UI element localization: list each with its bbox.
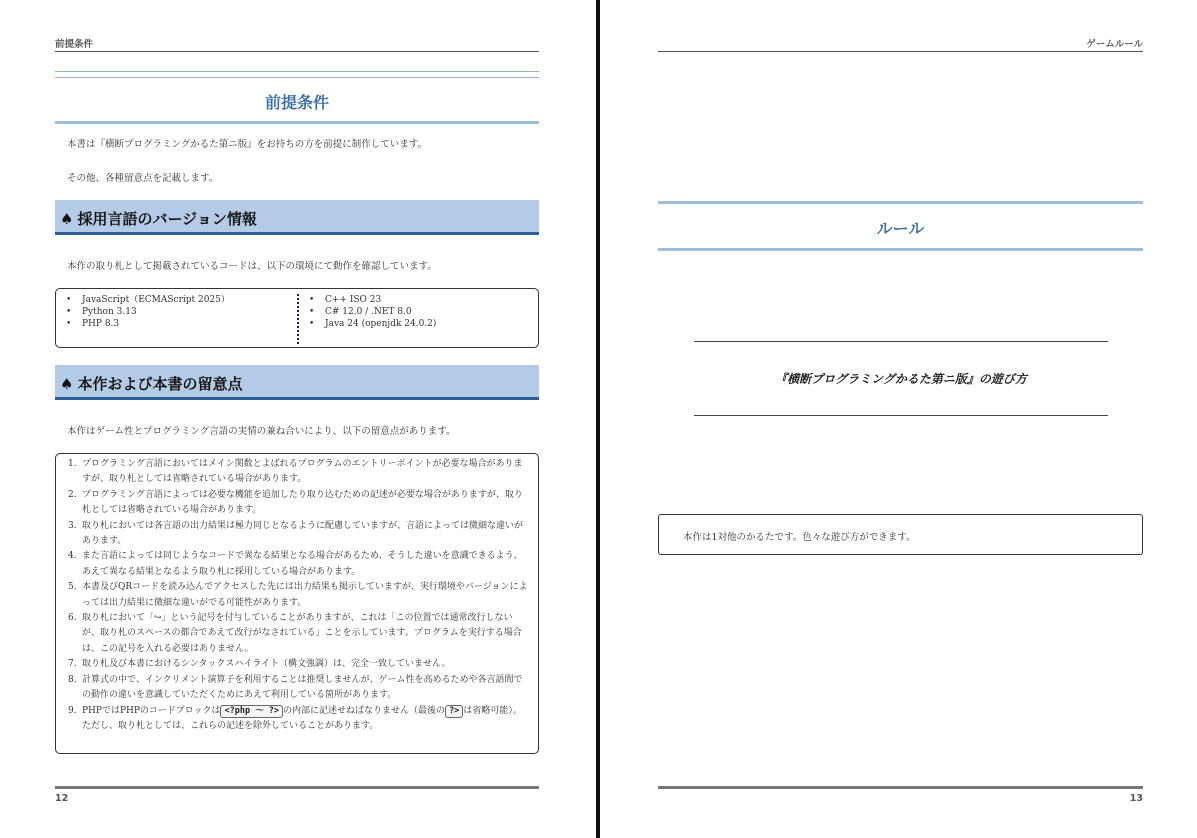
list-item	[56, 549, 530, 580]
subtitle-bottom-rule	[694, 415, 1108, 416]
inline-code: ?>	[445, 705, 463, 718]
spade-icon: ♠	[60, 210, 74, 228]
header-rule	[55, 51, 539, 52]
page-title-band	[55, 71, 539, 124]
list-item	[56, 488, 530, 519]
note-number: 3.	[68, 520, 77, 531]
title-bottom-rule	[658, 248, 1143, 251]
left-page	[0, 0, 596, 838]
title-bottom-rule	[55, 121, 539, 124]
note-text: 本書及びQRコードを読み込んでアクセスした先には出力結果も掲示していますが、実行環境やバージョンによっては出力結果に微細な違いがでる可能性があります。	[82, 582, 528, 608]
bullet-icon: •	[309, 295, 315, 305]
bullet-icon: •	[309, 319, 315, 329]
bullet-icon: •	[66, 319, 72, 329]
chapter-title-band	[658, 201, 1143, 251]
note-text: は省略可能）。ただし、取り札としては、これらの記述を除外していることがあります。	[82, 705, 522, 731]
notes-list	[56, 457, 530, 734]
note-number: 1.	[68, 459, 77, 469]
section-heading-text: 本作および本書の留意点	[77, 375, 243, 393]
bullet-icon: •	[309, 307, 315, 317]
list-item	[56, 519, 530, 550]
note-text: プログラミング言語によっては必要な機能を追加したり取り込むための記述が必要な場合がありますが、取り札としては省略されている場合があります。	[82, 489, 523, 516]
note-number: 5.	[68, 582, 77, 593]
list-item	[56, 457, 530, 488]
running-head-left: 前提条件	[55, 39, 94, 50]
subtitle-top-rule	[694, 341, 1108, 342]
intro-paragraph-2: その他、各種留意点を記載します。	[67, 173, 219, 184]
language-list-left	[56, 294, 296, 330]
language-item: Java 24 (openjdk 24.0.2)	[325, 319, 437, 329]
note-text: プログラミング言語においてはメイン関数とよばれるプログラムのエントリーポイントが必要な場合がありますが、取り札としては省略されている場合があります。	[82, 459, 523, 485]
right-page	[600, 0, 1197, 838]
page-number-left: 12	[55, 793, 69, 804]
title-top-rule	[55, 71, 539, 78]
note-number: 9.	[68, 705, 77, 716]
spade-icon: ♠	[60, 375, 74, 393]
note-text: 取り札においては各言語の出力結果は極力同じとなるように配慮していますが、言語によっては微細な違いがあります。	[82, 520, 524, 547]
running-head-right: ゲームルール	[1086, 39, 1143, 50]
list-item	[299, 318, 539, 330]
section-heading-notes	[55, 365, 539, 400]
intro-paragraph-1: 本書は『横断プログラミングかるた第ニ版』をお持ちの方を前提に制作しています。	[67, 139, 428, 150]
list-item	[299, 306, 539, 318]
note-text: 取り札において「↪」という記号を付与していることがありますが、これは「この位置では通常改行しないが、取り札のスペースの都合であえて改行がなされている」ことを示しています。プログラムを実行する場合は、この記号を入れる必要はありません。	[82, 613, 522, 654]
chapter-title: ルール	[876, 219, 925, 238]
list-item	[56, 306, 296, 318]
list-item	[56, 673, 530, 704]
notes-paragraph: 本作はゲーム性とプログラミング言語の実情の兼ね合いにより、以下の留意点があります。	[67, 426, 456, 437]
language-version-box	[55, 288, 539, 348]
list-item	[56, 611, 530, 657]
page-number-right: 13	[1129, 793, 1143, 804]
note-number: 8.	[68, 674, 77, 685]
list-item	[56, 318, 296, 330]
footer-rule	[658, 786, 1143, 789]
versions-paragraph: 本作の取り札として掲載されているコードは、以下の環境にて動作を確認しています。	[67, 261, 437, 272]
footer-rule	[55, 786, 539, 789]
note-text: の内部に記述せねばなりません（最後の	[283, 705, 446, 716]
chapter-subtitle: 『横断プログラミングかるた第ニ版』の遊び方	[775, 372, 1027, 386]
language-item: C# 12.0 / .NET 8.0	[325, 307, 412, 317]
list-item	[56, 580, 530, 611]
note-text: 取り札及び本書におけるシンタックスハイライト（構文強調）は、完全一致していません。	[82, 659, 451, 670]
note-text: また言語によっては同じようなコードで異なる結果となる場合があるため、そうした違いを意識できるよう、あえて異なる結果となるよう取り札に採用している場合があります。	[82, 551, 523, 577]
rules-intro-box: 本作は1対他のかるたです。色々な遊び方ができます。	[658, 514, 1143, 555]
language-item: Python 3.13	[82, 307, 137, 317]
note-text: PHPではPHPのコードブロックは	[82, 705, 221, 716]
list-item	[299, 294, 539, 306]
list-item	[56, 657, 530, 672]
note-number: 2.	[68, 489, 77, 500]
bullet-icon: •	[66, 295, 72, 305]
language-item: PHP 8.3	[82, 319, 120, 329]
bullet-icon: •	[66, 307, 72, 317]
header-rule	[658, 51, 1143, 52]
language-item: C++ ISO 23	[325, 295, 382, 305]
section-heading-versions	[55, 200, 539, 235]
inline-code: <?php ～ ?>	[220, 705, 283, 718]
list-item	[56, 704, 530, 735]
note-number: 4.	[68, 551, 77, 562]
list-item	[56, 294, 296, 306]
notes-box	[55, 453, 539, 754]
language-item: JavaScript（ECMAScript 2025）	[82, 295, 230, 305]
section-heading-text: 採用言語のバージョン情報	[77, 210, 257, 228]
note-text: 計算式の中で、インクリメント演算子を利用することは推奨しませんが、ゲーム性を高めるためや各言語間での動作の違いを意識していただくためにあえて利用している箇所があります。	[82, 674, 523, 701]
note-number: 7.	[68, 659, 77, 670]
page-title: 前提条件	[264, 93, 329, 112]
note-number: 6.	[68, 613, 77, 624]
language-list-right	[299, 294, 539, 330]
